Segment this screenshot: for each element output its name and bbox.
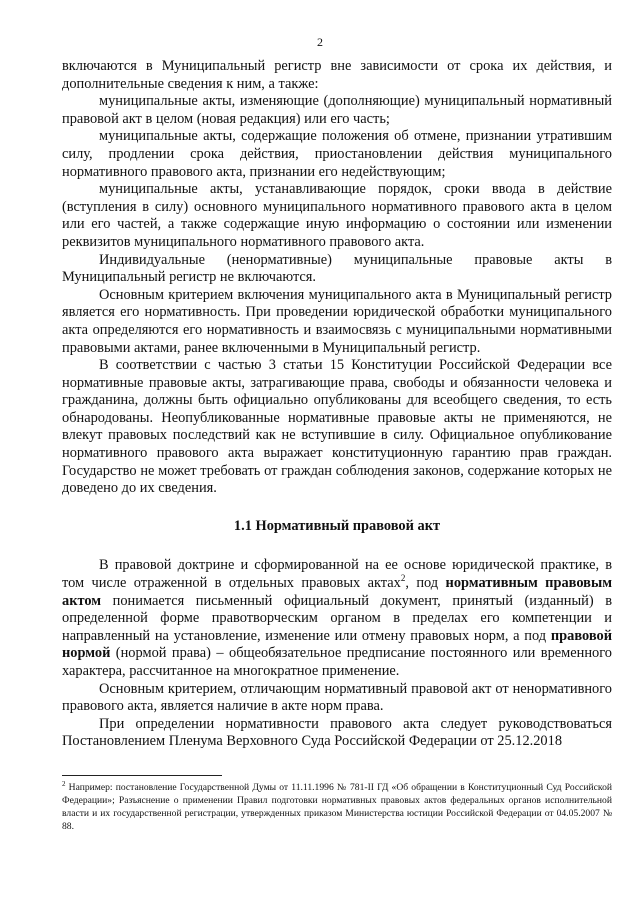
paragraph: В соответствии с частью 3 статьи 15 Конституции Российской Федерации все нормативные правовые акты, затрагивающие права, свободы и обязанности человека и гражданина, должны быть официально опубликованы для всеобщего сведения, то есть обнародованы. Неопубликованные нормативные правовые акты не применяются, не влекут правовых последствий как не вступившие в силу. Официальное опубликование нормативного правового акта выражает конституционную гарантию прав граждан. Государство не может требовать от граждан соблюдения законов, содержание которых не доведено до их сведения.	[62, 357, 612, 497]
paragraph: муниципальные акты, устанавливающие порядок, сроки ввода в действие (вступления в силу) основного муниципального нормативного правового акта в целом или его частей, а также содержащие иную информацию о состоянии или изменении реквизитов муниципального нормативного правового акта.	[62, 181, 612, 250]
text-span: В правовой доктрине и сформированной на ее основе юридической практике, в том числе отраженной в отдельных правовых актах	[62, 557, 612, 592]
text-span: (нормой права) – общеобязательное предписание постоянного или временного характера, рассчитанное на многократное применение.	[62, 645, 612, 679]
footnote-reference[interactable]: 2	[400, 573, 406, 584]
bold-term: правовой нормой	[62, 627, 612, 662]
footnote	[62, 781, 612, 833]
text-span: понимается письменный официальный документ, принятый (изданный) в определенной форме правотворческим органом в пределах его компетенции и направленный на установление, изменение или отмену правовых норм, а под	[62, 592, 612, 644]
paragraph: Основным критерием, отличающим нормативный правовой акт от ненормативного правового акта, является наличие в акте норм права.	[62, 680, 612, 715]
paragraph: При определении нормативности правового акта следует руководствоваться Постановлением Пленума Верховного Суда Российской Федерации от 25.12.2018	[62, 715, 612, 750]
paragraph: муниципальные акты, содержащие положения об отмене, признании утратившим силу, продлении срока действия, приостановлении действия муниципального нормативного правового акта, признании его недействующим;	[62, 128, 612, 180]
paragraph: муниципальные акты, изменяющие (дополняющие) муниципальный нормативный правовой акт в целом (новая редакция) или его часть;	[62, 93, 612, 127]
footnote-marker: 2	[62, 779, 66, 788]
document-body	[62, 58, 612, 751]
paragraph-definition	[62, 557, 612, 680]
footnote-text: Например: постановление Государственной Думы от 11.11.1996 № 781-II ГД «Об обращении в Конституционный Суд Российской Федерации»; Разъяснение о применении Правил подготовки нормативных правовых актов федеральных органов исполнительной власти и их государственной регистрации, утвержденных приказом Министерства юстиции Российской Федерации от 04.05.2007 № 88.	[62, 782, 612, 832]
paragraph: Индивидуальные (ненормативные) муниципальные правовые акты в Муниципальный регистр не включаются.	[62, 251, 612, 286]
text-span: , под	[405, 575, 446, 592]
section-heading: 1.1 Нормативный правовой акт	[233, 517, 441, 534]
page-number: 2	[317, 35, 323, 49]
paragraph: Основным критерием включения муниципального акта в Муниципальный регистр является его нормативность. При проведении юридической обработки муниципального акта определяются его нормативность и взаимосвязь с муниципальными нормативными правовыми актами, ранее включенными в Муниципальный регистр.	[62, 286, 612, 356]
bold-term: нормативным правовым актом	[62, 575, 612, 609]
footnote-separator	[62, 775, 222, 776]
paragraph: включаются в Муниципальный регистр вне зависимости от срока их действия, и дополнительные сведения к ним, а также:	[62, 58, 612, 92]
